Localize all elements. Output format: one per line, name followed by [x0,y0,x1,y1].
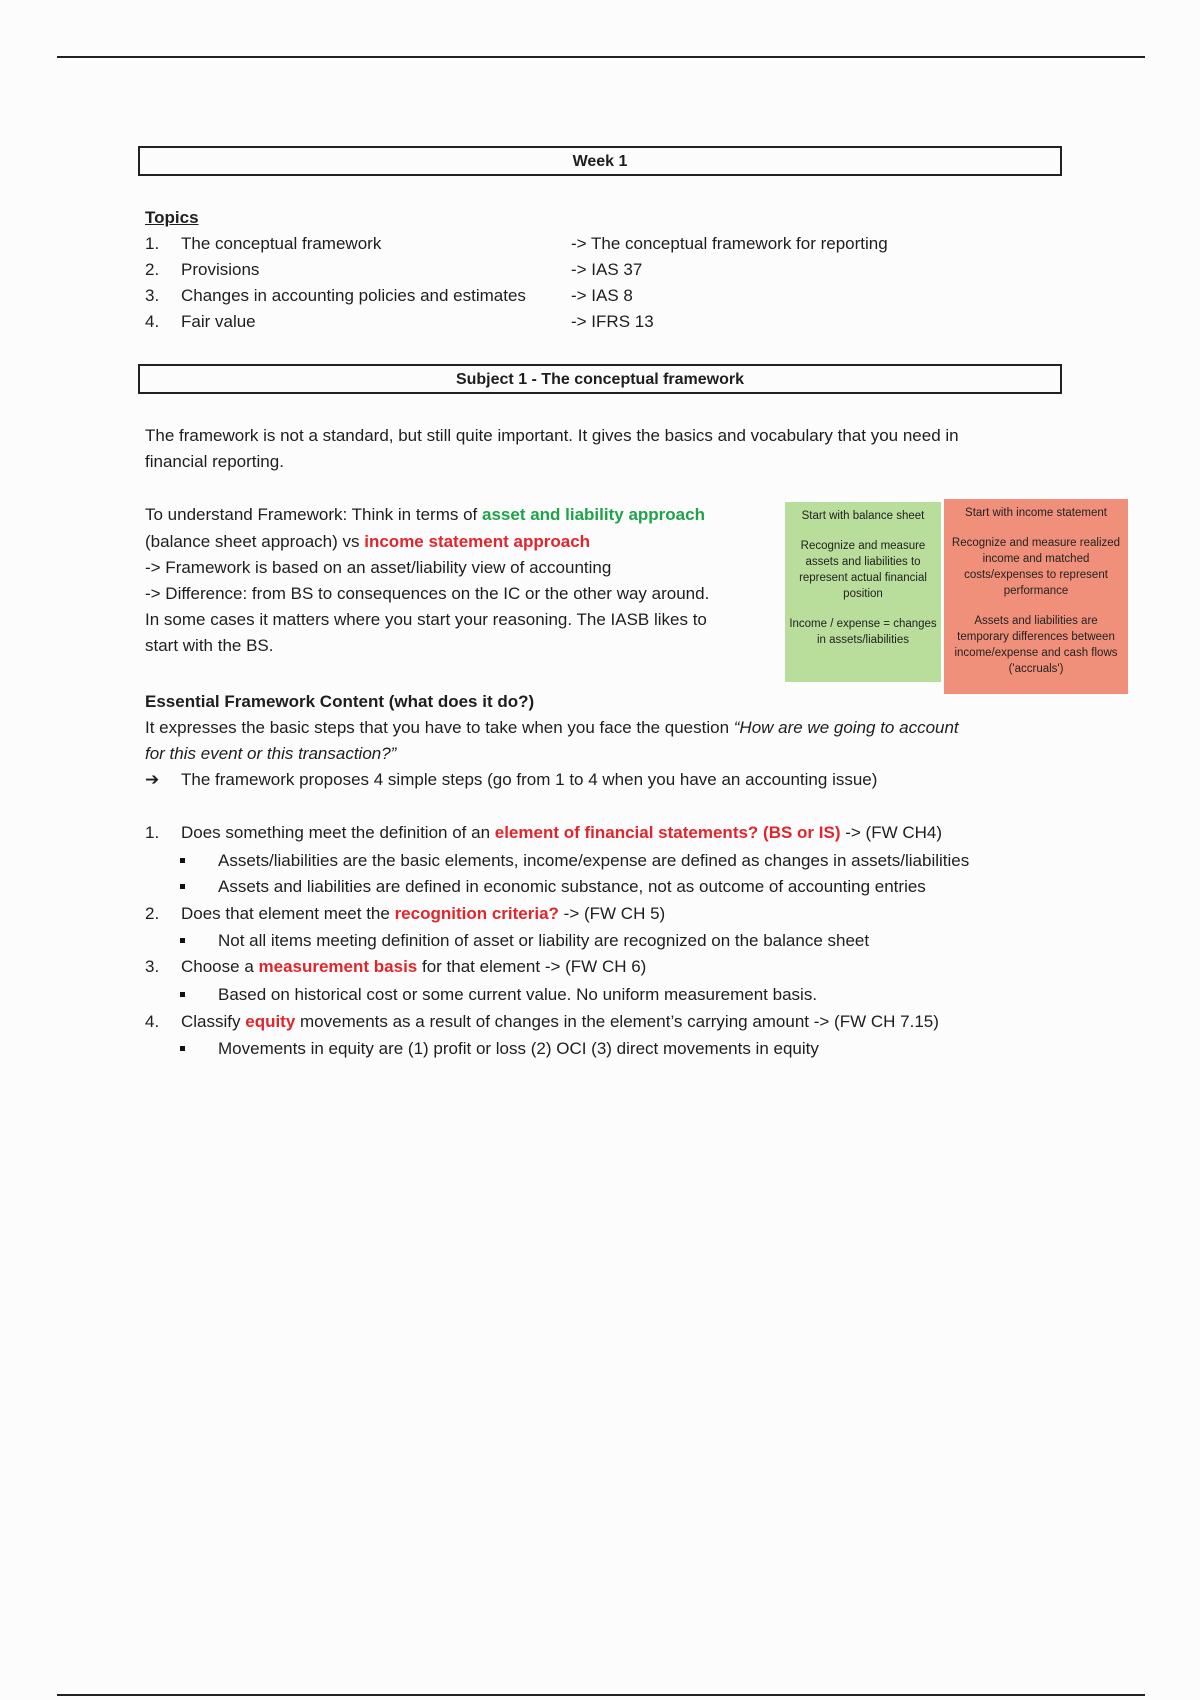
step-pre: Does that element meet the [181,904,395,923]
bullet-icon [180,858,185,863]
step-text [181,954,646,980]
topic-name: Changes in accounting policies and estimates [181,286,526,305]
step-text [181,901,665,927]
topic-reference: -> IAS 8 [571,286,633,305]
topic-number: 2. [145,260,160,279]
bullet-icon [180,992,185,997]
topic-name: Fair value [181,312,256,331]
step-number: 3. [145,957,160,976]
arrow-text: The framework proposes 4 simple steps (go from 1 to 4 when you have an accounting issue) [181,770,878,789]
right-arrow-icon: ➔ [145,770,160,789]
topic-name: Provisions [181,260,260,279]
bullet-text: Not all items meeting definition of asset or liability are recognized on the balance sheet [218,931,870,950]
step-post: -> (FW CH 5) [558,904,666,923]
step-pre: Classify [181,1012,246,1031]
understand-text: (balance sheet approach) vs [145,532,365,551]
step-pre: Choose a [181,957,259,976]
bullet-icon [180,884,185,889]
topic-number: 3. [145,286,160,305]
understand-line [145,502,705,528]
step-highlight: equity [245,1012,296,1031]
footer-rule [57,1694,1145,1696]
step-pre: Does something meet the definition of an [181,823,495,842]
understand-text: To understand Framework: Think in terms of [145,505,482,524]
intro-line: financial reporting. [145,452,284,471]
essential-question: “How are we going to account [733,718,959,737]
step-highlight: measurement basis [258,957,418,976]
step-highlight: recognition criteria? [394,904,559,923]
topic-reference: -> IFRS 13 [571,312,654,331]
step-highlight: element of financial statements? (BS or IS) [494,823,841,842]
box-note: Assets and liabilities are temporary differences between income/expense and cash flows ('accruals') [954,615,1118,675]
essential-question-cont: for this event or this transaction?” [145,744,397,763]
step-post: -> (FW CH4) [840,823,943,842]
topic-number: 4. [145,312,160,331]
balance-sheet-approach-box [785,502,941,682]
step-post: movements as a result of changes in the element’s carrying amount -> (FW CH 7.15) [295,1012,939,1031]
understand-line [145,529,590,555]
step-text [181,1009,939,1035]
step-number: 4. [145,1012,160,1031]
bullet-icon [180,1046,185,1051]
bullet-text: Assets and liabilities are defined in economic substance, not as outcome of accounting entries [218,877,926,896]
understand-line: In some cases it matters where you start your reasoning. The IASB likes to [145,610,707,629]
understand-line: -> Framework is based on an asset/liability view of accounting [145,558,612,577]
subject-title: Subject 1 - The conceptual framework [138,364,1062,394]
box-title: Start with income statement [965,507,1107,519]
intro-line: The framework is not a standard, but still quite important. It gives the basics and vocabulary that you need in [145,426,959,445]
step-post: for that element -> (FW CH 6) [417,957,647,976]
step-text [181,820,942,846]
essential-text: It expresses the basic steps that you have to take when you face the question [145,718,734,737]
topic-reference: -> The conceptual framework for reporting [571,234,888,253]
step-number: 2. [145,904,160,923]
bullet-text: Based on historical cost or some current value. No uniform measurement basis. [218,985,818,1004]
box-body: Recognize and measure assets and liabilities to represent actual financial position [799,540,927,600]
box-title: Start with balance sheet [801,510,925,522]
understand-line: start with the BS. [145,636,274,655]
income-statement-approach-box [944,499,1128,694]
header-rule [57,56,1145,58]
bullet-text: Movements in equity are (1) profit or loss (2) OCI (3) direct movements in equity [218,1039,819,1058]
topic-reference: -> IAS 37 [571,260,643,279]
box-body: Recognize and measure realized income and matched costs/expenses to represent performance [951,537,1121,597]
essential-line [145,715,959,741]
asset-liability-approach-highlight: asset and liability approach [482,505,705,524]
step-number: 1. [145,823,160,842]
topic-name: The conceptual framework [181,234,382,253]
topics-heading: Topics [145,208,199,227]
box-note: Income / expense = changes in assets/liabilities [789,618,937,646]
income-statement-approach-highlight: income statement approach [364,532,591,551]
bullet-icon [180,938,185,943]
topic-number: 1. [145,234,160,253]
bullet-text: Assets/liabilities are the basic elements, income/expense are defined as changes in assets/liabilities [218,851,970,870]
understand-line: -> Difference: from BS to consequences on the IC or the other way around. [145,584,710,603]
week-title: Week 1 [138,146,1062,176]
essential-heading: Essential Framework Content (what does it do?) [145,692,535,711]
